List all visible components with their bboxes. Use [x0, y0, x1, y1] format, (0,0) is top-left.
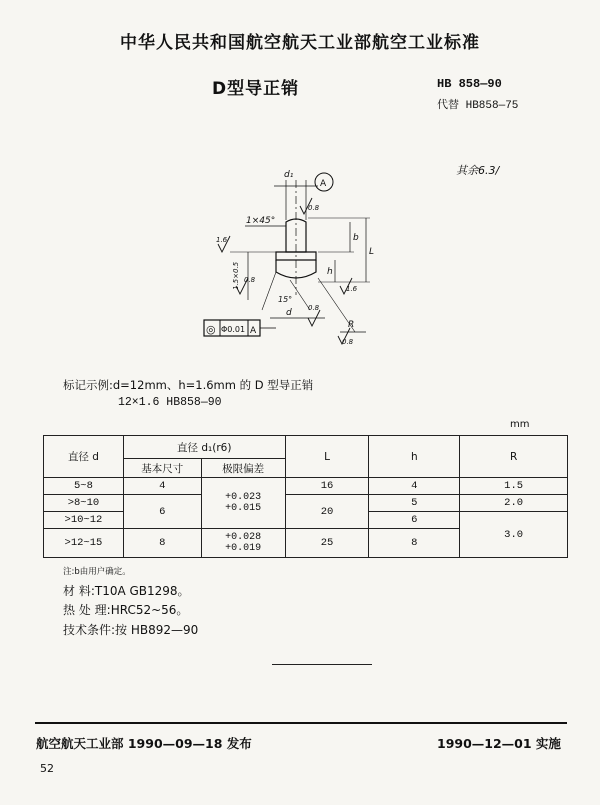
- rough-d-label: 0.8: [308, 304, 320, 312]
- unit-label: mm: [510, 419, 530, 430]
- material-value: T10A GB1298。: [94, 584, 190, 598]
- material-line: [63, 582, 190, 599]
- angle-label: 15°: [278, 295, 293, 304]
- heat-treatment-value: HRC52~56。: [110, 603, 189, 617]
- dimension-table: [43, 435, 568, 558]
- table-header-row-1: [44, 436, 568, 459]
- rough-right-label: 1.6: [346, 285, 358, 293]
- cell-h: 8: [369, 529, 460, 558]
- tolerance-value: Φ0.01: [221, 325, 246, 334]
- header-deviation: 极限偏差: [201, 459, 285, 478]
- cell-deviation-group-2: [201, 529, 285, 558]
- rough-left-label: 0.8: [244, 276, 256, 284]
- cell-basic: 6: [123, 495, 201, 529]
- datum-a-label: A: [320, 179, 327, 189]
- cell-d: >8~10: [44, 495, 124, 512]
- header-basic-size: 基本尺寸: [123, 459, 201, 478]
- tech-conditions-label: 技术条件:: [63, 623, 116, 637]
- heat-treatment-label: 热 处 理:: [63, 603, 111, 617]
- deviation-upper-2: +0.028: [225, 532, 262, 543]
- chamfer-label: 1×45°: [246, 216, 276, 226]
- tech-conditions-value: 按 HB892—90: [115, 623, 199, 637]
- chamfer-side-label: 1.5×0.5: [232, 261, 240, 290]
- deviation-lower-1: +0.015: [225, 503, 262, 514]
- document-title: D型导正销: [212, 79, 300, 99]
- cell-h: 6: [369, 512, 460, 529]
- cell-deviation-group-1: [201, 478, 285, 529]
- page-number: 52: [40, 762, 54, 775]
- d-label: d: [286, 308, 292, 318]
- h-label: h: [327, 267, 333, 277]
- header-diameter-d: 直径 d: [44, 436, 124, 478]
- material-label: 材 料:: [63, 584, 95, 598]
- roughness-note: 其余6.3/: [456, 164, 500, 177]
- cell-l: 25: [285, 529, 369, 558]
- header-title: 中华人民共和国航空航天工业部航空工业标准: [120, 33, 480, 53]
- tolerance-datum: A: [250, 326, 257, 336]
- r-label: R: [348, 320, 355, 330]
- header-r: R: [460, 436, 568, 478]
- implementation-date: 1990—12—01 实施: [437, 736, 561, 751]
- cell-r: 3.0: [460, 512, 568, 558]
- header-l: L: [285, 436, 369, 478]
- b-label: b: [353, 233, 359, 243]
- standard-number: HB 858—90: [437, 77, 502, 91]
- pin-drawing: [190, 160, 410, 360]
- deviation-upper-1: +0.023: [225, 492, 262, 503]
- rough-16-label: 1.6: [216, 236, 228, 244]
- cell-h: 4: [369, 478, 460, 495]
- replaces-note: 代替 HB858—75: [437, 100, 519, 112]
- angle-line-left: [262, 272, 276, 310]
- cell-d: >10~12: [44, 512, 124, 529]
- cell-l: 20: [285, 495, 369, 529]
- table-row: [44, 478, 568, 495]
- cell-l: 16: [285, 478, 369, 495]
- cell-r: 2.0: [460, 495, 568, 512]
- cell-h: 5: [369, 495, 460, 512]
- marking-example-line-1: 标记示例:d=12mm、h=1.6mm 的 D 型导正销: [63, 378, 314, 392]
- heat-treatment-line: [63, 601, 188, 618]
- header-h: h: [369, 436, 460, 478]
- cell-basic: 8: [123, 529, 201, 558]
- angle-line-right: [290, 280, 310, 310]
- rough-top-label: 0.8: [308, 204, 320, 212]
- cell-d: >12~15: [44, 529, 124, 558]
- issue-statement: 航空航天工业部 1990—09—18 发布: [36, 736, 252, 751]
- marking-example-line-2: 12×1.6 HB858—90: [118, 396, 222, 409]
- l-label: L: [369, 247, 375, 257]
- tech-conditions-line: [63, 621, 198, 638]
- header-diameter-d1: 直径 d₁(r6): [123, 436, 285, 459]
- cell-basic: 4: [123, 478, 201, 495]
- d1-label: d₁: [284, 170, 294, 180]
- rough-r-label: 0.8: [342, 338, 354, 346]
- table-note: 注:b由用户确定。: [63, 567, 131, 577]
- cell-d: 5~8: [44, 478, 124, 495]
- footer-divider: [35, 722, 567, 724]
- deviation-lower-2: +0.019: [225, 543, 262, 554]
- concentricity-icon: ◎: [206, 323, 216, 336]
- end-divider: [272, 664, 372, 665]
- cell-r: 1.5: [460, 478, 568, 495]
- table-row: [44, 495, 568, 512]
